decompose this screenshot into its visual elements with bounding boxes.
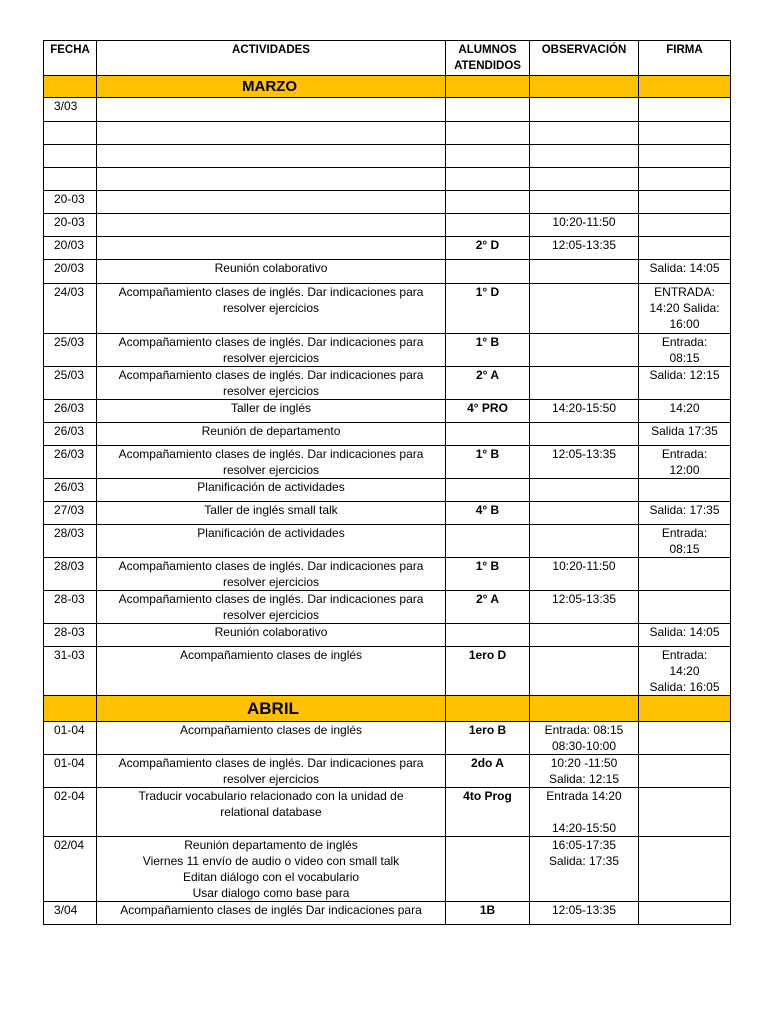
table-row <box>44 191 731 214</box>
fecha-cell <box>44 145 97 168</box>
fecha-cell: 25/03 <box>44 367 97 400</box>
firma-cell <box>639 260 731 284</box>
month-band-cell <box>530 696 639 722</box>
alumnos-cell: 1B <box>446 902 530 925</box>
table-row <box>44 446 731 479</box>
firma-cell <box>639 837 731 902</box>
observacion-cell <box>530 98 639 122</box>
actividades-cell-line: Planificación de actividades <box>197 480 345 494</box>
table-body <box>44 76 731 925</box>
alumnos-cell: 1° D <box>446 284 530 334</box>
alumnos-cell <box>446 525 530 558</box>
actividades-cell <box>97 367 446 400</box>
activity-log-table <box>43 40 731 925</box>
firma-cell <box>639 722 731 755</box>
actividades-cell <box>97 260 446 284</box>
fecha-cell <box>44 168 97 191</box>
table-row <box>44 367 731 400</box>
month-band-cell <box>44 696 97 722</box>
table-row <box>44 400 731 423</box>
actividades-cell-line: Acompañamiento clases de inglés. Dar indicaciones para <box>118 447 424 461</box>
header-firma: FIRMA <box>639 41 731 76</box>
header-row <box>44 41 731 76</box>
table-row <box>44 624 731 647</box>
firma-cell-line: Salida: 16:05 <box>649 680 720 694</box>
actividades-cell-line: Taller de inglés small talk <box>204 503 338 517</box>
alumnos-cell <box>446 145 530 168</box>
observacion-cell-line: 10:20-11:50 <box>552 215 616 229</box>
observacion-cell <box>530 591 639 624</box>
observacion-cell-line: Entrada 14:20 <box>546 789 622 803</box>
observacion-cell-line: 10:20-11:50 <box>552 559 616 573</box>
firma-cell-line: Salida: 17:35 <box>649 503 720 517</box>
actividades-cell-line: resolver ejercicios <box>222 608 320 622</box>
table-row <box>44 755 731 788</box>
observacion-cell-line: 14:20-15:50 <box>551 401 617 415</box>
alumnos-cell: 2° A <box>446 367 530 400</box>
fecha-cell: 26/03 <box>44 446 97 479</box>
alumnos-cell <box>446 122 530 145</box>
firma-cell <box>639 334 731 367</box>
observacion-cell <box>530 525 639 558</box>
table-row <box>44 237 731 260</box>
firma-cell <box>639 284 731 334</box>
observacion-cell-line: Salida: 17:35 <box>548 854 620 868</box>
actividades-cell-line: Reunión de departamento <box>201 424 341 438</box>
firma-cell <box>639 423 731 446</box>
observacion-cell-line <box>532 804 636 820</box>
fecha-cell: 28-03 <box>44 591 97 624</box>
observacion-cell <box>530 284 639 334</box>
observacion-cell-line: 12:05-13:35 <box>551 903 617 917</box>
alumnos-cell <box>446 260 530 284</box>
observacion-cell <box>530 755 639 788</box>
fecha-cell: 28/03 <box>44 525 97 558</box>
actividades-cell-line: Reunión colaborativo <box>214 261 328 275</box>
actividades-cell <box>97 168 446 191</box>
observacion-cell <box>530 502 639 525</box>
firma-cell <box>639 624 731 647</box>
actividades-cell <box>97 284 446 334</box>
observacion-cell <box>530 122 639 145</box>
actividades-cell-line: Reunión departamento de inglés <box>184 838 358 852</box>
observacion-cell <box>530 446 639 479</box>
firma-cell-line: 12:00 <box>669 463 700 477</box>
actividades-cell <box>97 479 446 502</box>
alumnos-cell: 4° B <box>446 502 530 525</box>
table-row <box>44 423 731 446</box>
firma-cell <box>639 214 731 237</box>
table-row <box>44 98 731 122</box>
actividades-cell-line: resolver ejercicios <box>222 384 320 398</box>
table-row <box>44 260 731 284</box>
firma-cell <box>639 755 731 788</box>
observacion-cell-line: 12:05-13:35 <box>551 238 617 252</box>
actividades-cell <box>97 591 446 624</box>
header-observacion: OBSERVACIÓN <box>530 41 639 76</box>
month-band-cell <box>530 76 639 98</box>
firma-cell-line: Entrada: <box>661 447 708 461</box>
observacion-cell-line: 12:05-13:35 <box>551 447 617 461</box>
alumnos-cell <box>446 191 530 214</box>
firma-cell <box>639 558 731 591</box>
observacion-cell <box>530 168 639 191</box>
attendance-log-sheet <box>43 40 731 925</box>
actividades-cell-line: Traducir vocabulario relacionado con la unidad de <box>138 789 404 803</box>
firma-cell <box>639 788 731 837</box>
actividades-cell <box>97 334 446 367</box>
actividades-cell <box>97 400 446 423</box>
firma-cell <box>639 367 731 400</box>
actividades-cell <box>97 525 446 558</box>
actividades-cell <box>97 624 446 647</box>
firma-cell <box>639 479 731 502</box>
fecha-cell <box>44 122 97 145</box>
firma-cell <box>639 502 731 525</box>
observacion-cell <box>530 367 639 400</box>
header-fecha: FECHA <box>44 41 97 76</box>
observacion-cell <box>530 237 639 260</box>
table-row <box>44 647 731 696</box>
alumnos-cell: 4to Prog <box>446 788 530 837</box>
alumnos-cell: 1ero D <box>446 647 530 696</box>
actividades-cell <box>97 502 446 525</box>
firma-cell-line: Entrada: <box>661 526 708 540</box>
table-row <box>44 168 731 191</box>
alumnos-cell: 1° B <box>446 558 530 591</box>
firma-cell <box>639 400 731 423</box>
firma-cell-line: Entrada: <box>661 335 708 349</box>
firma-cell <box>639 237 731 260</box>
actividades-cell <box>97 423 446 446</box>
observacion-cell <box>530 788 639 837</box>
fecha-cell: 28/03 <box>44 558 97 591</box>
alumnos-cell <box>446 624 530 647</box>
fecha-cell: 3/03 <box>44 98 97 122</box>
alumnos-cell <box>446 479 530 502</box>
firma-cell <box>639 122 731 145</box>
firma-cell <box>639 98 731 122</box>
table-row <box>44 525 731 558</box>
observacion-cell-line: Entrada: 08:15 <box>544 723 624 737</box>
actividades-cell-line: Usar dialogo como base para <box>192 886 350 900</box>
month-band-cell <box>446 696 530 722</box>
fecha-cell: 26/03 <box>44 400 97 423</box>
observacion-cell <box>530 722 639 755</box>
observacion-cell <box>530 191 639 214</box>
actividades-cell-line: resolver ejercicios <box>222 575 320 589</box>
month-band-cell <box>44 76 97 98</box>
actividades-cell-line: resolver ejercicios <box>222 463 320 477</box>
table-row <box>44 502 731 525</box>
fecha-cell: 01-04 <box>44 722 97 755</box>
table-row <box>44 145 731 168</box>
firma-cell <box>639 191 731 214</box>
fecha-cell: 28-03 <box>44 624 97 647</box>
month-label: MARZO <box>97 76 446 98</box>
actividades-cell <box>97 446 446 479</box>
table-row <box>44 591 731 624</box>
observacion-cell <box>530 902 639 925</box>
fecha-cell: 02/04 <box>44 837 97 902</box>
alumnos-cell <box>446 168 530 191</box>
actividades-cell-line: relational database <box>220 805 322 819</box>
fecha-cell: 20-03 <box>44 191 97 214</box>
alumnos-cell: 4° PRO <box>446 400 530 423</box>
actividades-cell <box>97 98 446 122</box>
actividades-cell <box>97 191 446 214</box>
actividades-cell-line: Viernes 11 envío de audio o video con small talk <box>142 854 400 868</box>
firma-cell <box>639 902 731 925</box>
table-row <box>44 214 731 237</box>
header-alumnos-line: ALUMNOS <box>458 44 517 56</box>
firma-cell-line: 14:20 <box>669 664 700 678</box>
actividades-cell-line: Reunión colaborativo <box>214 625 328 639</box>
firma-cell-line: Salida: 12:15 <box>649 368 720 382</box>
actividades-cell-line: resolver ejercicios <box>222 301 320 315</box>
fecha-cell: 20/03 <box>44 237 97 260</box>
month-band-cell <box>639 76 731 98</box>
actividades-cell-line: Acompañamiento clases de inglés. Dar indicaciones para <box>118 756 424 770</box>
actividades-cell <box>97 237 446 260</box>
fecha-cell: 26/03 <box>44 423 97 446</box>
observacion-cell <box>530 423 639 446</box>
firma-cell <box>639 525 731 558</box>
fecha-cell: 3/04 <box>44 902 97 925</box>
firma-cell <box>639 647 731 696</box>
firma-cell-line: Salida: 14:05 <box>649 261 720 275</box>
alumnos-cell <box>446 214 530 237</box>
observacion-cell <box>530 837 639 902</box>
actividades-cell <box>97 722 446 755</box>
alumnos-cell <box>446 837 530 902</box>
actividades-cell-line: Acompañamiento clases de inglés Dar indicaciones para <box>120 903 422 917</box>
firma-cell <box>639 168 731 191</box>
fecha-cell: 01-04 <box>44 755 97 788</box>
firma-cell-line: 08:15 <box>669 351 700 365</box>
table-row <box>44 284 731 334</box>
actividades-cell-line: Acompañamiento clases de inglés. Dar indicaciones para <box>118 592 424 606</box>
actividades-cell-line: Planificación de actividades <box>197 526 345 540</box>
actividades-cell <box>97 122 446 145</box>
observacion-cell <box>530 214 639 237</box>
actividades-cell-line: Taller de inglés <box>230 401 312 415</box>
actividades-cell <box>97 214 446 237</box>
fecha-cell: 24/03 <box>44 284 97 334</box>
actividades-cell-line: Acompañamiento clases de inglés <box>179 648 363 662</box>
observacion-cell <box>530 400 639 423</box>
firma-cell <box>639 591 731 624</box>
fecha-cell: 20-03 <box>44 214 97 237</box>
table-row <box>44 788 731 837</box>
alumnos-cell: 1° B <box>446 446 530 479</box>
alumnos-cell: 1ero B <box>446 722 530 755</box>
actividades-cell <box>97 755 446 788</box>
firma-cell-line: ENTRADA: <box>654 285 715 299</box>
observacion-cell-line: 14:20-15:50 <box>551 821 617 835</box>
observacion-cell-line: 08:30-10:00 <box>551 739 617 753</box>
fecha-cell: 26/03 <box>44 479 97 502</box>
table-row <box>44 122 731 145</box>
actividades-cell <box>97 837 446 902</box>
firma-cell-line: Salida 17:35 <box>651 424 718 438</box>
fecha-cell: 20/03 <box>44 260 97 284</box>
actividades-cell-line: Acompañamiento clases de inglés. Dar indicaciones para <box>118 335 424 349</box>
table-row <box>44 558 731 591</box>
actividades-cell <box>97 788 446 837</box>
observacion-cell <box>530 334 639 367</box>
header-alumnos-line: ATENDIDOS <box>454 60 521 72</box>
alumnos-cell: 2° A <box>446 591 530 624</box>
fecha-cell: 31-03 <box>44 647 97 696</box>
firma-cell-line: Salida: 14:05 <box>649 625 720 639</box>
fecha-cell: 25/03 <box>44 334 97 367</box>
firma-cell <box>639 446 731 479</box>
actividades-cell-line: resolver ejercicios <box>222 772 320 786</box>
fecha-cell: 02-04 <box>44 788 97 837</box>
actividades-cell-line: Acompañamiento clases de inglés <box>179 723 363 737</box>
observacion-cell <box>530 260 639 284</box>
actividades-cell-line: Acompañamiento clases de inglés. Dar indicaciones para <box>118 368 424 382</box>
alumnos-cell: 1° B <box>446 334 530 367</box>
firma-cell-line: 14:20 <box>669 401 700 415</box>
month-band-cell <box>446 76 530 98</box>
observacion-cell <box>530 479 639 502</box>
actividades-cell <box>97 647 446 696</box>
firma-cell-line: Entrada: <box>661 648 708 662</box>
firma-cell <box>639 145 731 168</box>
month-band-row <box>44 76 731 98</box>
actividades-cell <box>97 902 446 925</box>
alumnos-cell <box>446 98 530 122</box>
observacion-cell-line: 16:05-17:35 <box>551 838 617 852</box>
month-band-row <box>44 696 731 722</box>
firma-cell-line: 16:00 <box>669 317 700 331</box>
month-label: ABRIL <box>97 696 446 722</box>
table-row <box>44 479 731 502</box>
firma-cell-line: 08:15 <box>669 542 700 556</box>
observacion-cell <box>530 558 639 591</box>
table-row <box>44 722 731 755</box>
observacion-cell <box>530 145 639 168</box>
firma-cell-line: 14:20 Salida: <box>649 301 720 315</box>
table-row <box>44 334 731 367</box>
actividades-cell-line: Editan diálogo con el vocabulario <box>182 870 360 884</box>
observacion-cell-line: 12:05-13:35 <box>551 592 617 606</box>
fecha-cell: 27/03 <box>44 502 97 525</box>
table-row <box>44 902 731 925</box>
actividades-cell <box>97 558 446 591</box>
observacion-cell <box>530 624 639 647</box>
observacion-cell <box>530 647 639 696</box>
actividades-cell-line: resolver ejercicios <box>222 351 320 365</box>
actividades-cell-line: Acompañamiento clases de inglés. Dar indicaciones para <box>118 559 424 573</box>
actividades-cell-line: Acompañamiento clases de inglés. Dar indicaciones para <box>118 285 424 299</box>
actividades-cell <box>97 145 446 168</box>
table-row <box>44 837 731 902</box>
alumnos-cell: 2do A <box>446 755 530 788</box>
observacion-cell-line: 10:20 -11:50 <box>550 756 618 770</box>
header-alumnos-atendidos <box>446 41 530 76</box>
header-actividades: ACTIVIDADES <box>97 41 446 76</box>
alumnos-cell: 2° D <box>446 237 530 260</box>
alumnos-cell <box>446 423 530 446</box>
month-band-cell <box>639 696 731 722</box>
observacion-cell-line: Salida: 12:15 <box>548 772 620 786</box>
